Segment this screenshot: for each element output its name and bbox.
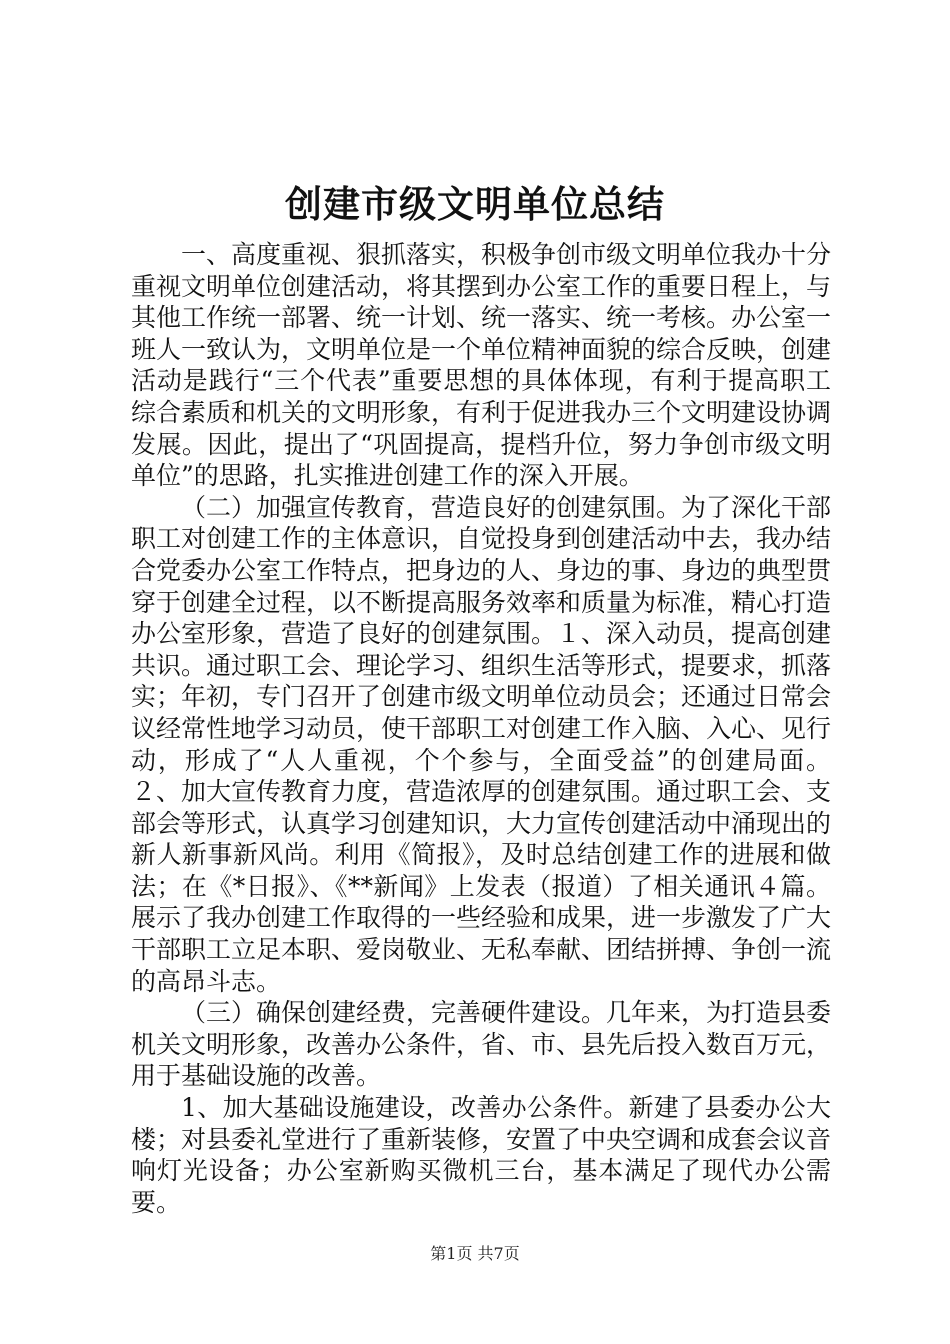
paragraph-section-two: （二）加强宣传教育，营造良好的创建氛围。为了深化干部职工对创建工作的主体意识，自觉投身到创建活动中去，我办结合党委办公室工作特点，把身边的人、身边的事、身边的典型贯穿于创建全过程，以不断提高服务效率和质量为标准，精心打造办公室形象，营造了良好的创建氛围。１、深入动员，提高创建共识。通过职工会、理论学习、组织生活等形式，提要求，抓落实；年初，专门召开了创建市级文明单位动员会；还通过日常会议经常性地学习动员，使干部职工对创建工作入脑、入心、见行动，形成了“人人重视，个个参与，全面受益”的创建局面。２、加大宣传教育力度，营造浓厚的创建氛围。通过职工会、支部会等形式，认真学习创建知识，大力宣传创建活动中涌现出的新人新事新风尚。利用《简报》，及时总结创建工作的进展和做法；在《*日报》、《**新闻》上发表（报道）了相关通讯４篇。展示了我办创建工作取得的一些经验和成果，进一步激发了广大干部职工立足本职、爱岗敬业、无私奉献、团结拼搏、争创一流的高昂斗志。 bbox=[131, 492, 832, 996]
paragraph-section-one: 一、高度重视、狠抓落实，积极争创市级文明单位我办十分重视文明单位创建活动，将其摆到办公室工作的重要日程上，与其他工作统一部署、统一计划、统一落实、统一考核。办公室一班人一致认为，文明单位是一个单位精神面貌的综合反映，创建活动是践行“三个代表”重要思想的具体体现，有利于提高职工综合素质和机关的文明形象，有利于促进我办三个文明建设协调发展。因此，提出了“巩固提高，提档升位，努力争创市级文明单位”的思路，扎实推进创建工作的深入开展。 bbox=[131, 240, 832, 491]
document-title: 创建市级文明单位总结 bbox=[285, 183, 665, 226]
page-number-footer: 第1页 共7页 bbox=[430, 1244, 520, 1263]
paragraph-section-three: （三）确保创建经费，完善硬件建设。几年来，为打造县委机关文明形象，改善办公条件，省、市、县先后投入数百万元，用于基础设施的改善。 bbox=[131, 998, 832, 1091]
document-body bbox=[131, 239, 831, 1218]
paragraph-item-one: 1、加大基础设施建设，改善办公条件。新建了县委办公大楼；对县委礼堂进行了重新装修，安置了中央空调和成套会议音响灯光设备；办公室新购买微机三台，基本满足了现代办公需要。 bbox=[131, 1093, 832, 1217]
